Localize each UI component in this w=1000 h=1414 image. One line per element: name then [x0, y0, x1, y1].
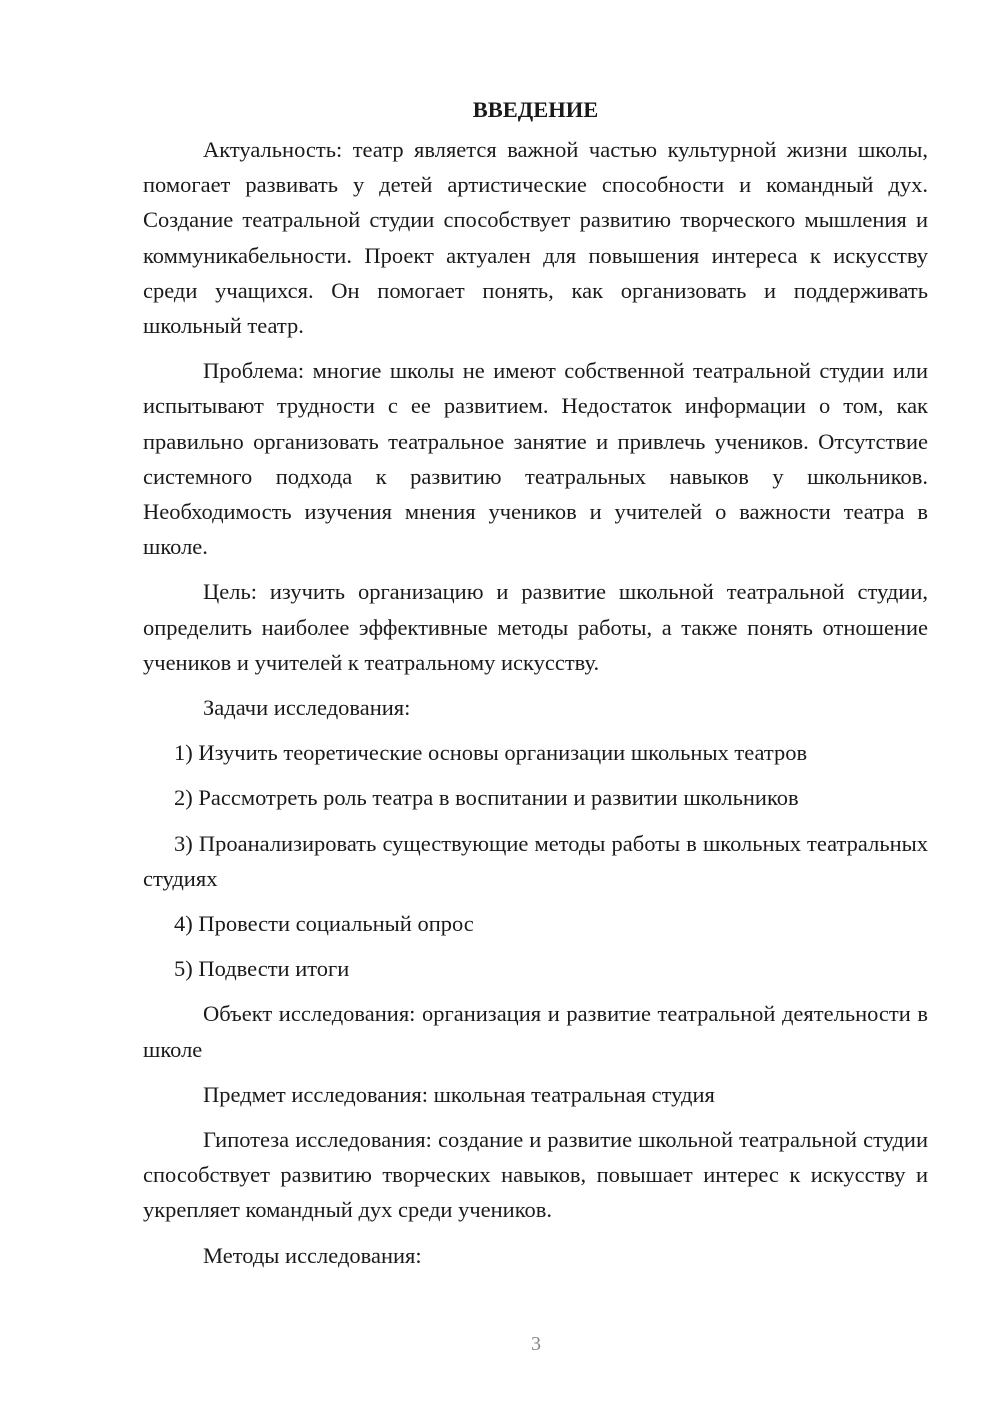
document-page — [143, 92, 928, 1283]
hypothesis-paragraph: Гипотеза исследования: создание и развитие школьной театральной студии способствует развитию творческих навыков, повышает интерес к искусству и укрепляет командный дух среди учеников. — [143, 1127, 928, 1223]
section-title: ВВЕДЕНИЕ — [472, 97, 599, 122]
task-item-1: 1) Изучить теоретические основы организации школьных театров — [174, 740, 808, 766]
task-item-5: 5) Подвести итоги — [174, 956, 350, 982]
task-item-2: 2) Рассмотреть роль театра в воспитании и развитии школьников — [174, 785, 799, 811]
task-item-3: 3) Проанализировать существующие методы работы в школьных театральных студиях — [143, 830, 928, 891]
problem-paragraph: Проблема: многие школы не имеют собственной театральной студии или испытывают трудности с ее развитием. Недостаток информации о том, как правильно организовать театральное занятие и привлечь учеников. Отсутствие системного подхода к развитию театральных навыков у школьников. Необходимость изучения мнения учеников и учителей о важности театра в школе. — [143, 358, 928, 560]
subject-paragraph: Предмет исследования: школьная театральная студия — [203, 1081, 715, 1107]
relevance-paragraph: Актуальность: театр является важной частью культурной жизни школы, помогает развивать у детей артистические способности и командный дух. Создание театральной студии способствует развитию творческого мышления и коммуникабельности. Проект актуален для повышения интереса к искусству среди учащихся. Он помогает понять, как организовать и поддерживать школьный театр. — [143, 137, 928, 339]
tasks-heading: Задачи исследования: — [203, 695, 411, 721]
task-item-4: 4) Провести социальный опрос — [174, 911, 474, 937]
object-paragraph: Объект исследования: организация и развитие театральной деятельности в школе — [143, 1001, 928, 1062]
methods-heading: Методы исследования: — [203, 1242, 422, 1268]
goal-paragraph: Цель: изучить организацию и развитие школьной театральной студии, определить наиболее эффективные методы работы, а также понять отношение учеников и учителей к театральному искусству. — [143, 579, 928, 675]
page-number: 3 — [531, 1333, 541, 1355]
